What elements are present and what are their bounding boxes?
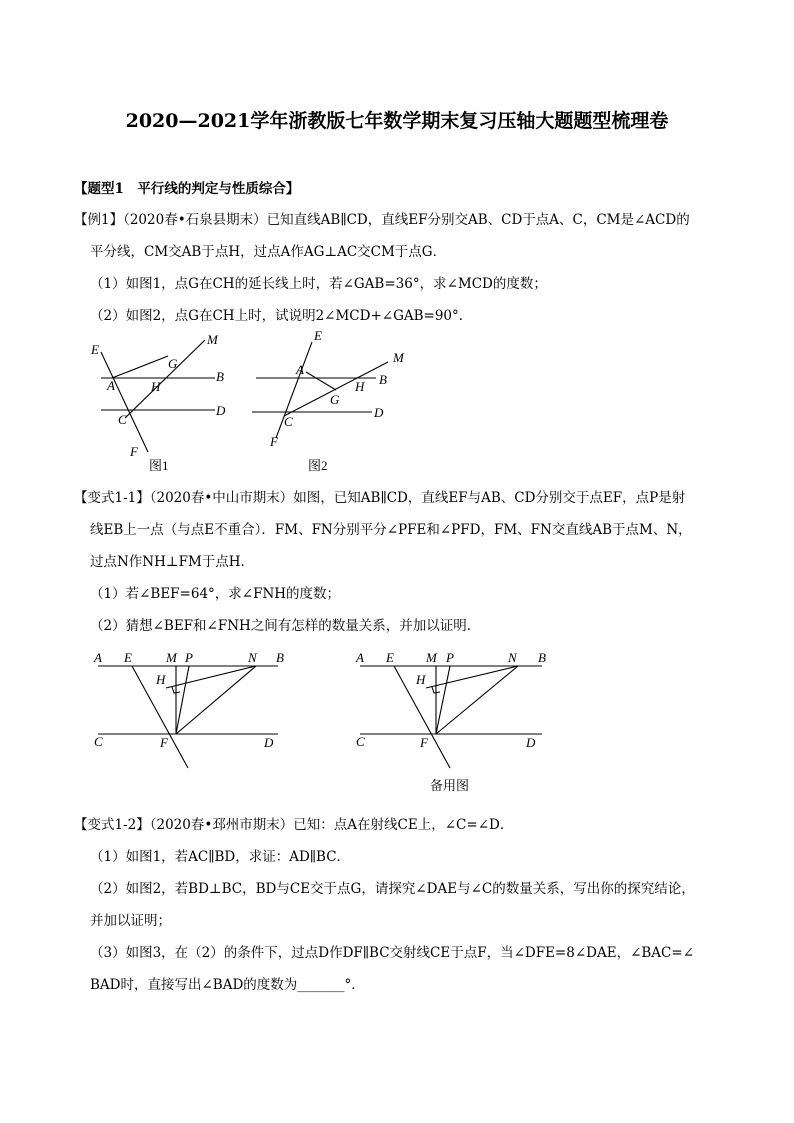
label-G: G (330, 392, 340, 407)
variant1-1-line1: 【变式1-1】（2020春•中山市期末）如图，已知AB∥CD，直线EF与AB、CD分别交于点EF，点P是射 (74, 490, 686, 506)
label-B: B (538, 650, 546, 665)
label-N: N (508, 650, 517, 665)
variant1-1-line3: 过点N作NH⊥FM于点H． (90, 554, 255, 570)
label-C: C (284, 414, 293, 429)
variant1-2-line1: 【变式1-2】（2020春•邳州市期末）已知：点A在射线CE上，∠C=∠D． (74, 817, 514, 833)
label-M: M (166, 650, 177, 665)
backup-figure-caption: 备用图 (430, 778, 470, 793)
label-C: C (94, 734, 103, 749)
label-A: A (94, 650, 102, 665)
variant1-2-question3-part2: BAD时，直接写出∠BAD的度数为_______°． (90, 977, 365, 993)
label-H: H (151, 379, 161, 394)
label-C: C (356, 734, 365, 749)
variant1-1-question2: （2）猜想∠BEF和∠FNH之间有怎样的数量关系，并加以证明． (90, 618, 481, 634)
label-F: F (270, 434, 278, 449)
example1-figure2 (248, 328, 418, 478)
label-P: P (185, 650, 193, 665)
label-A: A (107, 378, 115, 393)
label-D: D (374, 405, 384, 420)
label-M: M (426, 650, 437, 665)
example1-question2: （2）如图2，点G在CH上时，试说明2∠MCD+∠GAB=90°． (90, 308, 473, 324)
variant1-2-question2-part2: 并加以证明； (90, 913, 171, 929)
example1-figure1 (85, 330, 235, 478)
variant1-2-question2-part1: （2）如图2，若BD⊥BC，BD与CE交于点G，请探究∠DAE与∠C的数量关系，写出你的探究结论， (90, 881, 695, 897)
label-E: E (314, 328, 322, 343)
label-E: E (124, 650, 132, 665)
label-D: D (264, 735, 274, 750)
label-D: D (526, 735, 536, 750)
label-M: M (393, 350, 404, 365)
figure1-caption: 图1 (149, 458, 169, 473)
label-M: M (207, 332, 218, 347)
label-H: H (416, 672, 426, 687)
label-G: G (168, 356, 178, 371)
variant1-1-line2: 线EB上一点（与点E不重合）．FM、FN分别平分∠PFE和∠PFD，FM、FN交直线AB于点M、N， (90, 522, 692, 538)
variant1-2-question1: （1）如图1，若AC∥BD，求证：AD∥BC． (90, 849, 351, 865)
label-H: H (355, 379, 365, 394)
label-A: A (296, 362, 304, 377)
label-C: C (118, 412, 127, 427)
label-H: H (156, 672, 166, 687)
variant1-1-figure (88, 644, 298, 774)
label-B: B (379, 372, 387, 387)
label-B: B (216, 369, 224, 384)
label-D: D (216, 403, 226, 418)
example1-line2: 平分线，CM交AB于点H，过点A作AG⊥AC交CM于点G． (90, 244, 447, 260)
section-heading: 【题型1 平行线的判定与性质综合】 (74, 181, 300, 197)
variant1-1-backup-figure (350, 644, 560, 794)
label-P: P (446, 650, 454, 665)
label-F: F (160, 735, 168, 750)
label-E: E (386, 650, 394, 665)
label-N: N (248, 650, 257, 665)
variant1-2-question3-part1: （3）如图3，在（2）的条件下，过点D作DF∥BC交射线CE于点F，当∠DFE=8∠DAE，∠BAC=∠ (90, 945, 694, 961)
variant1-1-question1: （1）若∠BEF=64°，求∠FNH的度数； (90, 586, 341, 602)
page-title: 2020—2021学年浙教版七年数学期末复习压轴大题题型梳理卷 (125, 110, 669, 132)
example1-line1: 【例1】（2020春•石泉县期末）已知直线AB∥CD，直线EF分别交AB、CD于点A、C，CM是∠ACD的 (74, 212, 690, 228)
label-E: E (91, 342, 99, 357)
label-A: A (356, 650, 364, 665)
example1-question1: （1）如图1，点G在CH的延长线上时，若∠GAB=36°，求∠MCD的度数； (90, 276, 547, 292)
figure2-caption: 图2 (308, 458, 328, 473)
label-F: F (420, 735, 428, 750)
label-B: B (276, 650, 284, 665)
label-F: F (130, 444, 138, 459)
